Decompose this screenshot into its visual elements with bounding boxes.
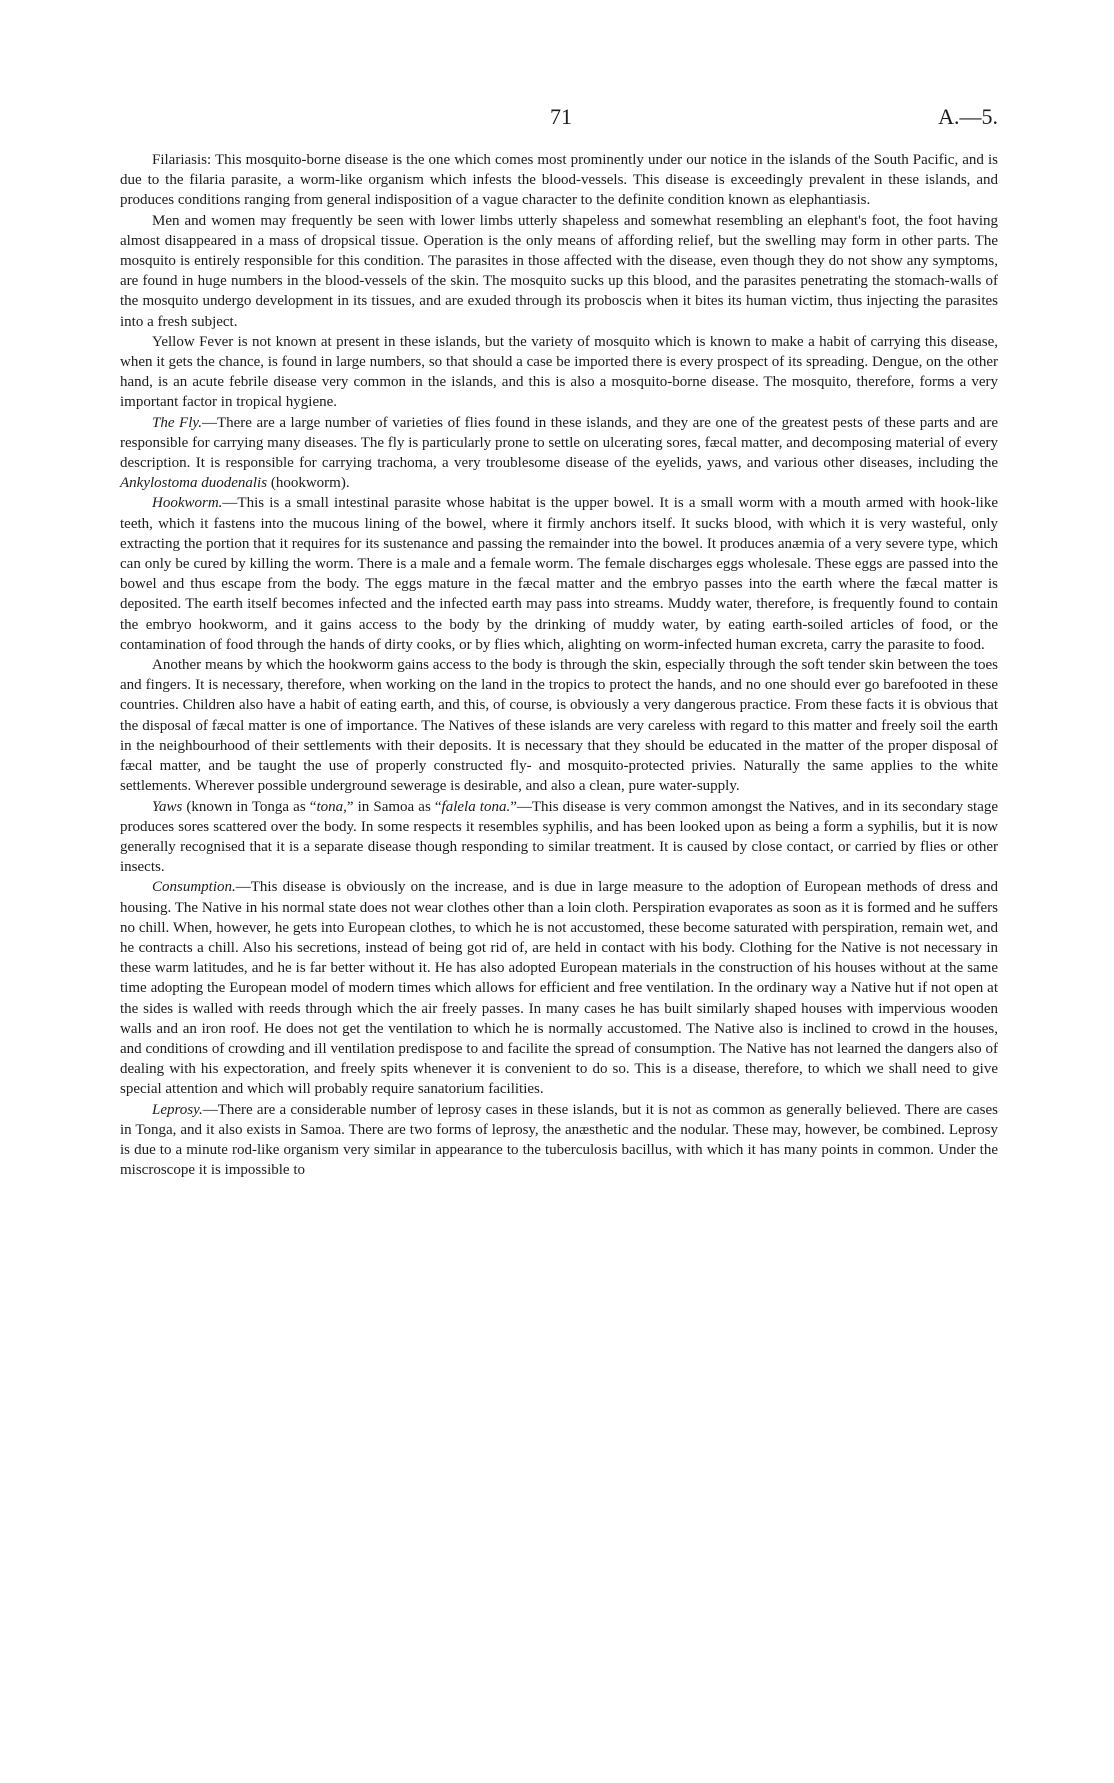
paragraph-the-fly bbox=[120, 413, 998, 494]
section-lead: The Fly. bbox=[152, 414, 202, 431]
paragraph-text: —There are a large number of varieties of flies found in these islands, and they are one of the greatest pests of these parts and are responsible for carrying many diseases. The fly is particularly prone to settle on ulcerating sores, fæcal matter, and decomposing material of every description. It is responsible for carrying trachoma, a very troublesome disease of the eyelids, yaws, and various other diseases, including the bbox=[120, 414, 998, 472]
paragraph-elephantiasis bbox=[120, 211, 998, 332]
section-lead: Hookworm. bbox=[152, 495, 223, 512]
section-lead: Leprosy. bbox=[152, 1101, 203, 1118]
paragraph-text: —There are a considerable number of leprosy cases in these islands, but it is not as common as generally believed. There are cases in Tonga, and it also exists in Samoa. There are two forms of leprosy, the anæsthetic and the nodular. These may, however, be combined. Leprosy is due to a minute rod-like organism very similar in appearance to the tuberculosis bacillus, with which it has many points in common. Under the miscroscope it is impossible to bbox=[120, 1101, 998, 1179]
body-text bbox=[120, 150, 998, 1180]
paragraph-tail: ” in Samoa as “ bbox=[346, 798, 442, 815]
paragraph-yaws bbox=[120, 797, 998, 878]
paragraph-tail: ”—This disease is very common amongst the Natives, and in its secondary stage produces sores scattered over the body. In some respects it resembles syphilis, and has been looked upon as being a form a syphilis, but it is now generally recognised that it is a separate disease though responding to similar treatment. It is caused by close contact, or carried by flies or other insects. bbox=[120, 798, 999, 876]
paragraph-text: (known in Tonga as “ bbox=[182, 798, 317, 815]
paragraph-yellow-fever bbox=[120, 332, 998, 413]
section-lead: Yaws bbox=[152, 798, 183, 815]
paragraph-tail: (hookworm). bbox=[267, 475, 350, 492]
section-lead: Consumption. bbox=[152, 879, 236, 896]
paragraph-leprosy bbox=[120, 1100, 998, 1181]
paragraph-consumption bbox=[120, 877, 998, 1099]
paragraph-text: —This is a small intestinal parasite whose habitat is the upper bowel. It is a small worm with a mouth armed with hook-like teeth, which it fastens into the mucous lining of the bowel, where it firmly anchors itself. It sucks blood, with which it is very wasteful, only extracting the portion that it requires for its sustenance and passing the remainder into the bowel. It produces anæmia of a very severe type, which can only be cured by killing the worm. There is a male and a female worm. The female discharges eggs wholesale. These eggs are passed into the bowel and thus escape from the body. The eggs mature in the fæcal matter and the embryo passes into the earth where the fæcal matter is deposited. The earth itself becomes infected and the infected earth may pass into streams. Muddy water, therefore, is frequently found to contain the embryo hookworm, and it gains access to the body by the drinking of muddy water, by eating earth-soiled articles of food, or the contamination of food through the hands of dirty cooks, or by flies which, alighting on worm-infected human excreta, carry the parasite to food. bbox=[120, 495, 998, 653]
paragraph-text: Filariasis: This mosquito-borne disease is the one which comes most prominently under our notice in the islands of the South Pacific, and is due to the filaria parasite, a worm-like organism which infests the blood-vessels. This disease is exceedingly prevalent in these islands, and produces conditions ranging from general indisposition of a vague character to the definite condition known as elephantiasis. bbox=[120, 152, 998, 209]
italic-term: Ankylostoma duodenalis bbox=[120, 475, 268, 492]
page-header bbox=[120, 104, 998, 144]
paragraph-text: Yellow Fever is not known at present in these islands, but the variety of mosquito which is known to make a habit of carrying this disease, when it gets the chance, is found in large numbers, so that should a case be imported there is every prospect of its spreading. Dengue, on the other hand, is an acute febrile disease very common in the islands, and this is also a mosquito-borne disease. The mosquito, therefore, forms a very important factor in tropical hygiene. bbox=[120, 333, 998, 411]
paragraph-text: Another means by which the hookworm gains access to the body is through the skin, especially through the soft tender skin between the toes and fingers. It is necessary, therefore, when working on the land in the tropics to protect the hands, and no one should ever go barefooted in these countries. Children also have a habit of eating earth, and this, of course, is obviously a very dangerous practice. From these facts it is obvious that the disposal of fæcal matter is one of importance. The Natives of these islands are very careless with regard to this matter and freely soil the earth in the neighbourhood of their settlements with their deposits. It is necessary that they should be educated in the matter of the proper disposal of fæcal matter, and be taught the use of properly constructed fly- and mosquito-protected privies. Naturally the same applies to the white settlements. Wherever possible underground sewerage is desirable, and also a clean, pure water-supply. bbox=[120, 657, 998, 795]
paragraph-text: —This disease is obviously on the increase, and is due in large measure to the adoption of European methods of dress and housing. The Native in his normal state does not wear clothes other than a loin cloth. Perspiration evaporates as soon as it is formed and he suffers no chill. When, however, he gets into European clothes, to which he is not accustomed, these become saturated with perspiration, remain wet, and he contracts a chill. Also his secretions, instead of being got rid of, are held in contact with his body. Clothing for the Native is not necessary in these warm latitudes, and he is far better without it. He has also adopted European materials in the construction of his houses without at the same time adopting the European model of modern times which allows for efficient and free ventilation. In the ordinary way a Native hut if not open at the sides is walled with reeds through which the air freely passes. In many cases he has built similarly shaped houses with impervious wooden walls and an iron roof. He does not get the ventilation to which he is normally accustomed. The Native also is inclined to crowd in the houses, and conditions of crowding and ill ventilation predispose to and facilite the spread of consumption. The Native has not learned the dangers also of dealing with his expectoration, and freely spits whenever it is convenient to do so. This is a disease, therefore, to which we shall need to give special attention and which will probably require sanatorium facilities. bbox=[120, 879, 998, 1098]
italic-term: falela tona. bbox=[441, 798, 511, 815]
italic-term: tona, bbox=[316, 798, 347, 815]
document-reference: A.—5. bbox=[938, 104, 998, 129]
paragraph-hookworm bbox=[120, 493, 998, 655]
paragraph-hookworm-skin bbox=[120, 655, 998, 796]
page-number: 71 bbox=[550, 104, 572, 129]
paragraph-filariasis bbox=[120, 150, 998, 211]
paragraph-text: Men and women may frequently be seen with lower limbs utterly shapeless and somewhat resembling an elephant's foot, the foot having almost disappeared in a mass of dropsical tissue. Operation is the only means of affording relief, but the swelling may form in other parts. The mosquito is entirely responsible for this condition. The parasites in those affected with the disease, even though they do not show any symptoms, are found in huge numbers in the blood-vessels of the skin. The mosquito sucks up this blood, and the parasites penetrating the stomach-walls of the mosquito undergo development in its tissues, and are exuded through its proboscis when it bites its human victim, thus injecting the parasites into a fresh subject. bbox=[120, 212, 998, 330]
